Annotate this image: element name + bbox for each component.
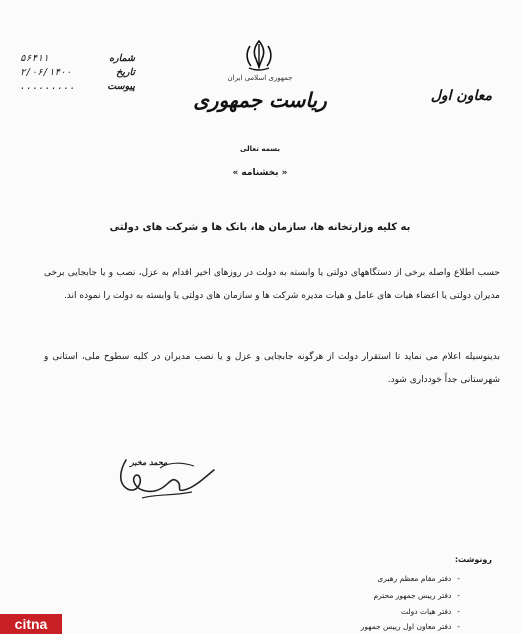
addressee: به کلیه وزارتخانه ها، سازمان ها، بانک ها و شرکت های دولتی [109,222,411,233]
attachment-label: پیوست [107,81,135,92]
letter-meta [20,52,135,94]
basmala: بسمه تعالی [239,145,281,153]
attachment-row [20,80,135,94]
cc-item: -دفتر مقام معظم رهبری [377,574,460,583]
cc-item: -دفتر معاون اول رییس جمهور [360,622,460,631]
signature-icon [112,448,222,508]
office-name: ریاست جمهوری [193,88,327,112]
body-paragraph: حسب اطلاع واصله برخی از دستگاههای دولتی یا وابسته به دولت در روزهای اخیر اقدام به عزل، نصب و یا جابجایی برخی مدیران دولتی یا اعضاء هیات های عامل و هیات مدیره شرکت ها و سازمان های دولتی یا وابسته به دولت را نموده اند. [44,268,500,301]
number-label: شماره [109,53,135,64]
attachment-value: ......... [20,81,76,92]
cc-item: -دفتر رییس جمهور محترم [373,591,460,600]
signatory-name: محمد مخبر [130,458,168,467]
cc-heading: رونوشت: [454,555,492,564]
sender-title: معاون اول [430,88,492,104]
body-paragraph: بدینوسیله اعلام می نماید تا استقرار دولت از هرگونه جابجایی و عزل و یا نصب مدیران در کلیه سطوح ملی، استانی و شهرستانی جداً خودداری شود. [44,352,500,385]
date-row [20,66,135,80]
citna-watermark: citna [0,614,62,634]
iran-emblem-icon [242,38,276,72]
country-name: جمهوری اسلامی ایران [227,74,293,82]
cc-item-label: دفتر رییس جمهور محترم [373,591,452,600]
cc-item: -دفتر هیات دولت [401,607,460,616]
date-value: ۲/۰۶/۱۴۰۰ [20,67,72,78]
cc-item-label: دفتر مقام معظم رهبری [377,574,452,583]
cc-item-label: دفتر معاون اول رییس جمهور [360,622,452,631]
letter-title: « بخشنامه » [232,168,288,178]
number-value: ۵۶۴۱۱ [20,53,49,64]
date-label: تاریخ [116,67,135,78]
number-row [20,52,135,66]
cc-item-label: دفتر هیات دولت [401,607,452,616]
